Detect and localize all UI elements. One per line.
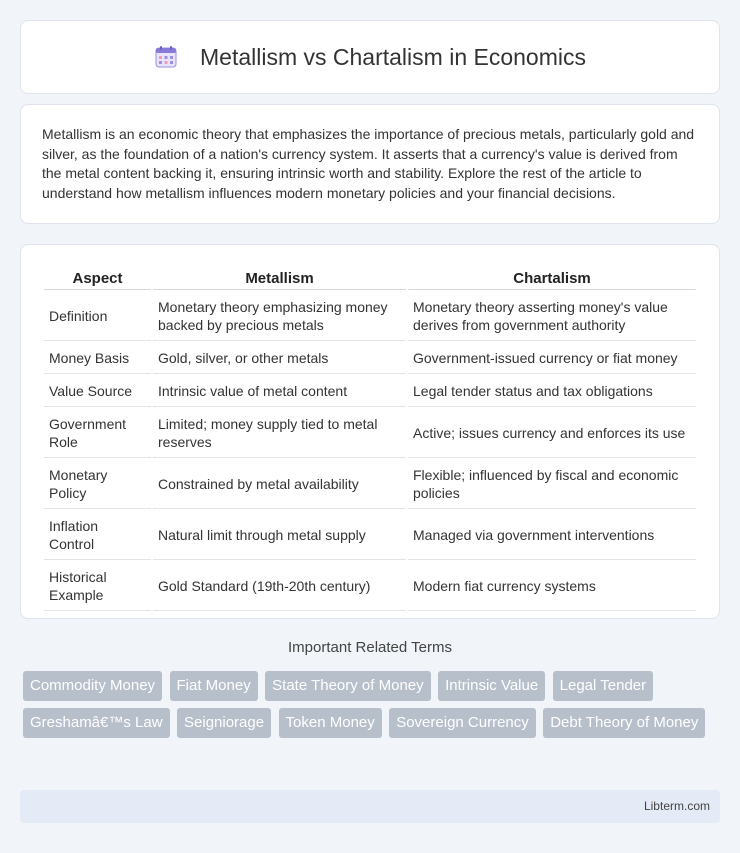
comparison-table (42, 265, 698, 613)
related-term-tag[interactable]: Fiat Money (170, 671, 258, 701)
table-cell: Monetary theory emphasizing money backed by precious metals (153, 292, 406, 341)
table-cell: Monetary theory asserting money's value derives from government authority (408, 292, 696, 341)
header-card (20, 20, 720, 94)
table-cell: Historical Example (44, 562, 151, 611)
table-cell: Limited; money supply tied to metal reserves (153, 409, 406, 458)
related-terms-heading: Important Related Terms (288, 639, 452, 656)
related-term-tag[interactable]: Token Money (279, 708, 382, 738)
related-term-tag[interactable]: Intrinsic Value (438, 671, 545, 701)
footer (20, 790, 720, 823)
table-cell: Natural limit through metal supply (153, 511, 406, 560)
table-row (44, 511, 696, 560)
related-terms-list (23, 671, 723, 745)
calendar-grid-icon (154, 45, 178, 69)
table-cell: Legal tender status and tax obligations (408, 376, 696, 407)
table-cell: Managed via government interventions (408, 511, 696, 560)
page-title: Metallism vs Chartalism in Economics (200, 43, 586, 70)
related-term-tag[interactable]: State Theory of Money (265, 671, 430, 701)
table-row (44, 292, 696, 341)
table-row (44, 409, 696, 458)
comparison-table-card (20, 244, 720, 619)
table-cell: Definition (44, 292, 151, 341)
table-header-row (44, 267, 696, 290)
related-term-tag[interactable]: Sovereign Currency (389, 708, 536, 738)
related-term-tag[interactable]: Debt Theory of Money (543, 708, 705, 738)
footer-site-link[interactable]: Libterm.com (643, 799, 710, 813)
table-cell: Monetary Policy (44, 460, 151, 509)
column-header-metallism: Metallism (153, 267, 406, 290)
related-term-tag[interactable]: Greshamâ€™s Law (23, 708, 170, 738)
table-cell: Active; issues currency and enforces its use (408, 409, 696, 458)
related-term-tag[interactable]: Commodity Money (23, 671, 162, 701)
table-row (44, 562, 696, 611)
table-row (44, 376, 696, 407)
table-cell: Government Role (44, 409, 151, 458)
column-header-chartalism: Chartalism (408, 267, 696, 290)
table-cell: Government-issued currency or fiat money (408, 343, 696, 374)
table-cell: Money Basis (44, 343, 151, 374)
table-row (44, 460, 696, 509)
column-header-aspect: Aspect (44, 267, 151, 290)
intro-paragraph: Metallism is an economic theory that emphasizes the importance of precious metals, particularly gold and silver, as the foundation of a nation's currency system. It asserts that a currency's value is derived from the metal content backing it, ensuring intrinsic worth and stability. Explore the rest of the article to understand how metallism influences modern monetary policies and your financial decisions. (42, 126, 695, 201)
table-cell: Flexible; influenced by fiscal and economic policies (408, 460, 696, 509)
table-cell: Gold, silver, or other metals (153, 343, 406, 374)
table-cell: Gold Standard (19th-20th century) (153, 562, 406, 611)
table-cell: Intrinsic value of metal content (153, 376, 406, 407)
table-row (44, 343, 696, 374)
table-cell: Modern fiat currency systems (408, 562, 696, 611)
intro-card (20, 104, 720, 224)
table-cell: Value Source (44, 376, 151, 407)
table-cell: Constrained by metal availability (153, 460, 406, 509)
table-cell: Inflation Control (44, 511, 151, 560)
related-term-tag[interactable]: Legal Tender (553, 671, 653, 701)
related-term-tag[interactable]: Seigniorage (177, 708, 271, 738)
